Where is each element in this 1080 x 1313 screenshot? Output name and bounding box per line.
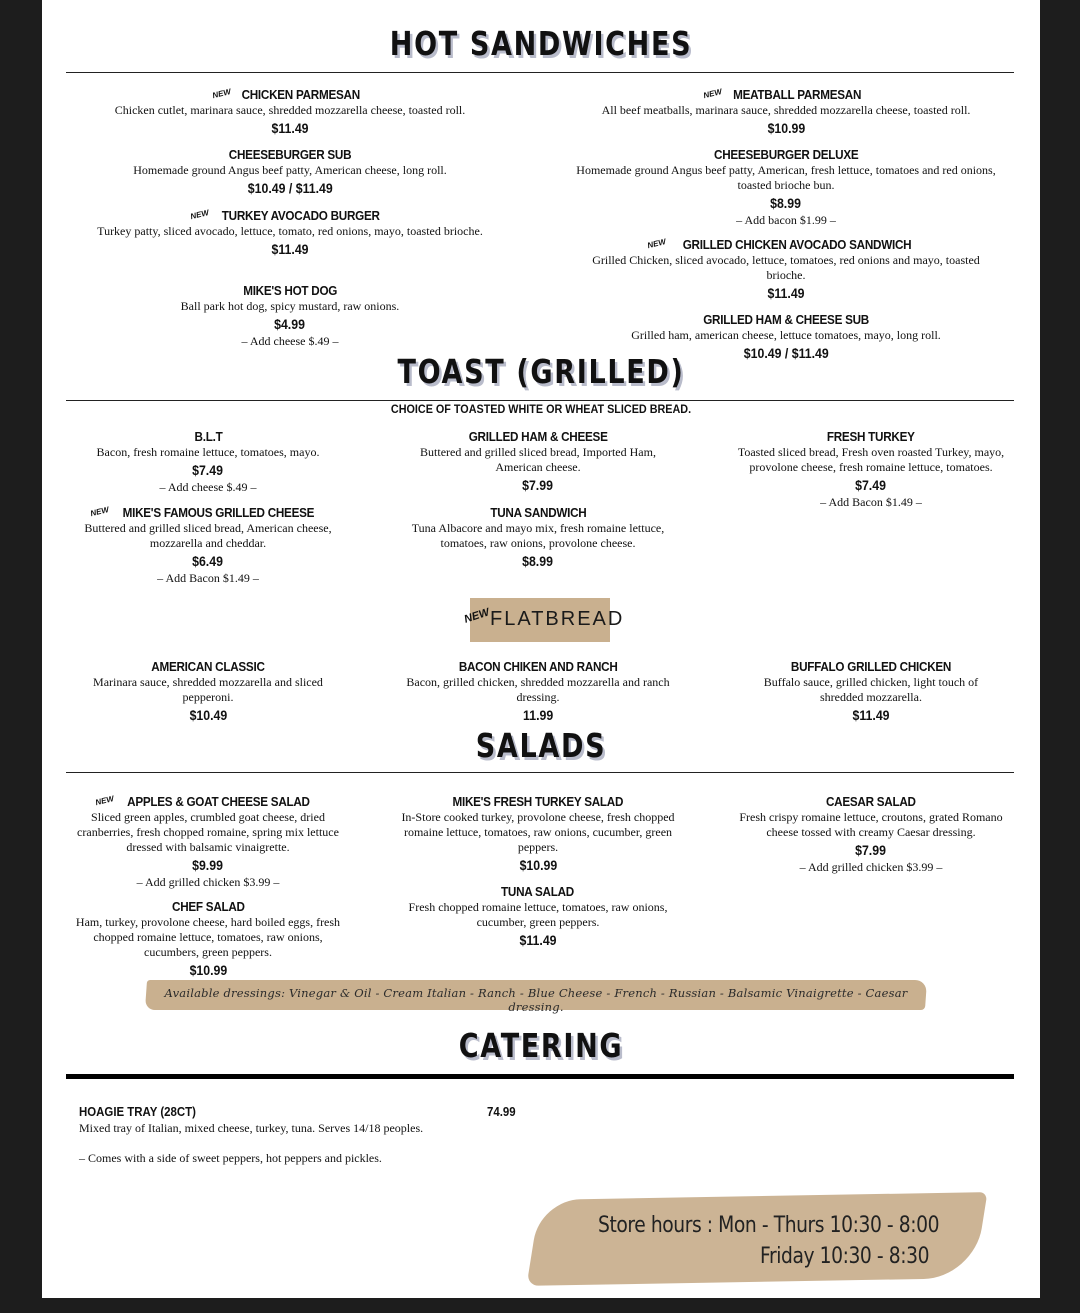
- menu-item: AMERICAN CLASSIC Marinara sauce, shredded mozzarella and sliced pepperoni. $10.49: [93, 659, 323, 723]
- store-hours-line1: Store hours : Mon - Thurs 10:30 - 8:00: [598, 1213, 940, 1238]
- new-badge: NEW: [211, 86, 233, 101]
- catering-divider: [66, 1074, 1014, 1079]
- menu-item: TUNA SANDWICH Tuna Albacore and mayo mix, fresh romaine lettuce, tomatoes, raw onions, provolone cheese. $8.99: [411, 505, 665, 569]
- flatbread-banner: [462, 598, 625, 642]
- menu-item: NEW TURKEY AVOCADO BURGER Turkey patty, sliced avocado, lettuce, tomato, red onions, mayo, toasted brioche. $11.49: [97, 207, 483, 257]
- hot-divider: [66, 72, 1014, 73]
- menu-item: BUFFALO GRILLED CHICKEN Buffalo sauce, grilled chicken, light touch of shredded mozzarella. $11.49: [763, 659, 979, 723]
- catering-title: CATERING: [458, 1026, 624, 1065]
- flatbread-new-badge: NEW: [462, 606, 491, 626]
- menu-item: MIKE'S HOT DOG Ball park hot dog, spicy mustard, raw onions. $4.99 – Add cheese $.49 –: [180, 283, 400, 348]
- menu-item: B.L.T Bacon, fresh romaine lettuce, tomatoes, mayo. $7.49 – Add cheese $.49 –: [96, 429, 320, 494]
- store-hours-line2: Friday 10:30 - 8:30: [760, 1244, 930, 1269]
- menu-item: GRILLED HAM & CHEESE Buttered and grilled sliced bread, Imported Ham, American cheese. $7.99: [420, 429, 656, 493]
- new-badge: NEW: [646, 236, 667, 251]
- menu-item: GRILLED HAM & CHEESE SUB Grilled ham, american cheese, lettuce tomatoes, mayo, long roll. $10.49 / $11.49: [631, 312, 941, 361]
- menu-item: BACON CHIKEN AND RANCH Bacon, grilled chicken, shredded mozzarella and ranch dressing. 11.99: [406, 659, 670, 723]
- hot-sandwiches-title: HOT SANDWICHES: [389, 24, 693, 63]
- catering-item-name: HOAGIE TRAY (28CT): [79, 1104, 196, 1119]
- toast-title: TOAST (GRILLED): [397, 352, 685, 391]
- menu-item: TUNA SALAD Fresh chopped romaine lettuce, tomatoes, raw onions, cucumber, green peppers. $11.49: [408, 884, 668, 948]
- menu-item: MIKE'S FRESH TURKEY SALAD In-Store cooked turkey, provolone cheese, fresh chopped romaine lettuce, tomatoes, raw onions, cucumber, green peppers. $10.99: [401, 794, 675, 873]
- hours-banner: [527, 1192, 988, 1286]
- menu-item: CHEESEBURGER DELUXE Homemade ground Angus beef patty, American, fresh lettuce, tomatoes and red onions, toasted brioche bun. $8.99 – Add bacon $1.99 –: [576, 147, 996, 227]
- menu-item: NEW MEATBALL PARMESAN All beef meatballs, marinara sauce, shredded mozzarella cheese, toasted roll. $10.99: [601, 86, 971, 136]
- salads-divider: [66, 772, 1014, 773]
- menu-item: NEW MIKE'S FAMOUS GRILLED CHEESE Buttered and grilled sliced bread, American cheese, mozzarella and cheddar. $6.49 – Add Bacon $1.49 –: [84, 504, 332, 585]
- toast-note: CHOICE OF TOASTED WHITE OR WHEAT SLICED BREAD.: [390, 402, 692, 416]
- new-badge: NEW: [189, 207, 211, 222]
- new-badge: NEW: [89, 504, 110, 519]
- menu-item: NEW APPLES & GOAT CHEESE SALAD Sliced green apples, crumbled goat cheese, dried cranberries, fresh chopped romaine, spring mix lettuce dressed with balsamic vinaigrette. $9.99 – Add grilled chicken $3.99 –: [77, 793, 339, 889]
- menu-item: NEW GRILLED CHICKEN AVOCADO SANDWICH Grilled Chicken, sliced avocado, lettuce, tomatoes, red onions and mayo, toasted brioche. $11.49: [592, 236, 980, 301]
- toast-divider: [66, 400, 1014, 401]
- menu-item: NEW CHICKEN PARMESAN Chicken cutlet, marinara sauce, shredded mozzarella cheese, toasted roll. $11.49: [114, 86, 466, 136]
- catering-item-price: 74.99: [487, 1104, 516, 1119]
- menu-item: CHEESEBURGER SUB Homemade ground Angus beef patty, American cheese, long roll. $10.49 / $11.49: [133, 147, 447, 196]
- menu-item: CHEF SALAD Ham, turkey, provolone cheese, hard boiled eggs, fresh chopped romaine lettuce, tomatoes, raw onions, cucumbers, green peppers. $10.99: [75, 899, 341, 978]
- flatbread-title: FLATBREAD: [490, 608, 625, 630]
- catering-item-extra: – Comes with a side of sweet peppers, hot peppers and pickles.: [79, 1151, 382, 1165]
- dressings-text: Available dressings: Vinegar & Oil - Cream Italian - Ranch - Blue Cheese - French - Russian - Balsamic Vinaigrette - Caesar dressing.: [164, 986, 908, 1014]
- new-badge: NEW: [94, 793, 115, 808]
- salads-title: SALADS: [475, 726, 607, 765]
- menu-item: FRESH TURKEY Toasted sliced bread, Fresh oven roasted Turkey, mayo, provolone cheese, fresh romaine lettuce, tomatoes. $7.49 – Add Bacon $1.49 –: [737, 429, 1005, 509]
- catering-item-desc: Mixed tray of Italian, mixed cheese, turkey, tuna. Serves 14/18 peoples.: [79, 1121, 424, 1135]
- menu-page: [42, 0, 1040, 1298]
- menu-item: CAESAR SALAD Fresh crispy romaine lettuce, croutons, grated Romano cheese tossed with creamy Caesar dressing. $7.99 – Add grilled chicken $3.99 –: [739, 794, 1003, 874]
- new-badge: NEW: [702, 86, 723, 101]
